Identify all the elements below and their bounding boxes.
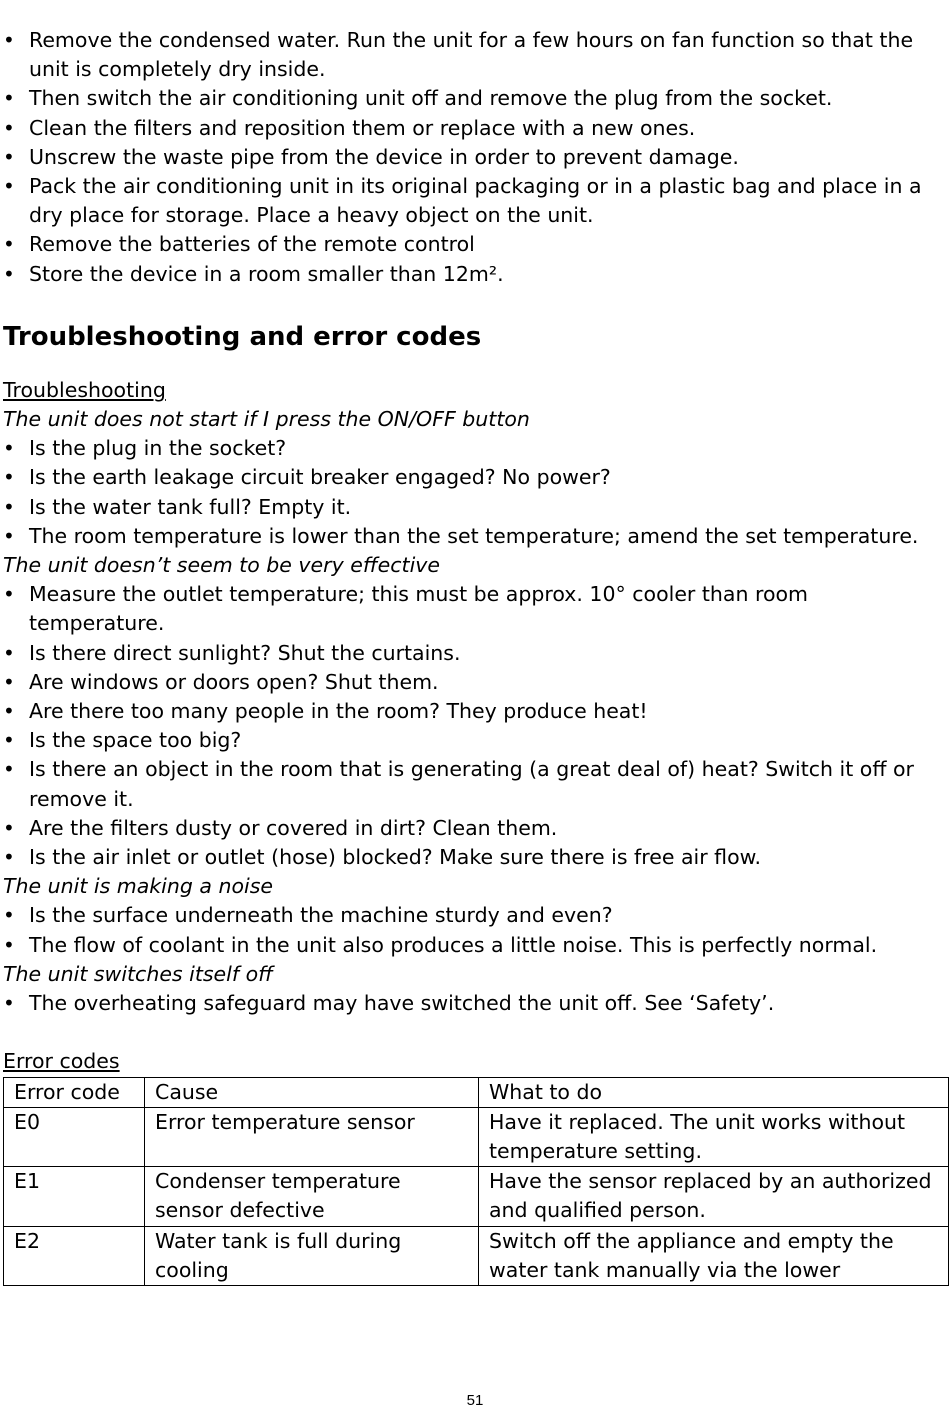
list-item: • Is the earth leakage circuit breaker engaged? No power? (3, 463, 948, 492)
list-item: • Is the air inlet or outlet (hose) blocked? Make sure there is free air flow. (3, 843, 948, 872)
table-cell: Have the sensor replaced by an authorized and qualified person. (479, 1167, 949, 1226)
list-item: • Is the plug in the socket? (3, 434, 948, 463)
table-cell: E0 (4, 1107, 145, 1166)
table-row (4, 1167, 949, 1226)
problem-heading: The unit is making a noise (3, 874, 273, 899)
table-cell: Error temperature sensor (145, 1107, 479, 1166)
problem-heading: The unit doesn’t seem to be very effective (3, 553, 441, 578)
list-item: • Is there an object in the room that is generating (a great deal of) heat? Switch it off or remove it. (3, 755, 948, 813)
column-header: Error code (4, 1077, 145, 1107)
list-item: • Remove the batteries of the remote control (3, 230, 948, 259)
table-cell: E2 (4, 1226, 145, 1285)
troubleshooting-title: Troubleshooting (3, 377, 166, 402)
list-item: • Is the space too big? (3, 726, 948, 755)
table-row (4, 1226, 949, 1285)
table-cell: Water tank is full during cooling (145, 1226, 479, 1285)
list-item: • Pack the air conditioning unit in its original packaging or in a plastic bag and place in a dry place for storage. Place a heavy object on the unit. (3, 172, 948, 230)
list-item: • The flow of coolant in the unit also produces a little noise. This is perfectly normal. (3, 931, 948, 960)
list-item: • Unscrew the waste pipe from the device in order to prevent damage. (3, 143, 948, 172)
table-header-row (4, 1077, 949, 1107)
check-list (3, 989, 948, 1018)
list-item: • Are windows or doors open? Shut them. (3, 668, 948, 697)
list-item: • Is the surface underneath the machine sturdy and even? (3, 901, 948, 930)
column-header: Cause (145, 1077, 479, 1107)
check-list (3, 580, 948, 872)
list-item: • Measure the outlet temperature; this must be approx. 10° cooler than room temperature. (3, 580, 948, 638)
check-list (3, 434, 948, 551)
column-header: What to do (479, 1077, 949, 1107)
list-item: • Clean the filters and reposition them or replace with a new ones. (3, 114, 948, 143)
list-item: • The room temperature is lower than the set temperature; amend the set temperature. (3, 522, 948, 551)
table-cell: Condenser temperature sensor defective (145, 1167, 479, 1226)
page-number: 51 (466, 1392, 484, 1409)
list-item: • Is the water tank full? Empty it. (3, 493, 948, 522)
table-cell: Have it replaced. The unit works without temperature setting. (479, 1107, 949, 1166)
problem-heading: The unit switches itself off (3, 961, 273, 986)
problem-heading: The unit does not start if I press the ON/OFF button (3, 407, 530, 432)
list-item: • The overheating safeguard may have switched the unit off. See ‘Safety’. (3, 989, 948, 1018)
list-item: • Are the filters dusty or covered in dirt? Clean them. (3, 814, 948, 843)
list-item: • Remove the condensed water. Run the unit for a few hours on fan function so that the unit is completely dry inside. (3, 26, 948, 84)
table-cell: E1 (4, 1167, 145, 1226)
error-codes-table (3, 1077, 949, 1286)
manual-page (3, 26, 948, 1286)
list-item: • Store the device in a room smaller than 12m². (3, 260, 948, 289)
check-list (3, 901, 948, 959)
list-item: • Then switch the air conditioning unit off and remove the plug from the socket. (3, 84, 948, 113)
table-cell: Switch off the appliance and empty the water tank manually via the lower (479, 1226, 949, 1285)
error-codes-title: Error codes (3, 1049, 120, 1074)
list-item: • Are there too many people in the room? They produce heat! (3, 697, 948, 726)
table-row (4, 1107, 949, 1166)
section-heading: Troubleshooting and error codes (3, 321, 482, 352)
list-item: • Is there direct sunlight? Shut the curtains. (3, 639, 948, 668)
storage-list (3, 26, 948, 289)
